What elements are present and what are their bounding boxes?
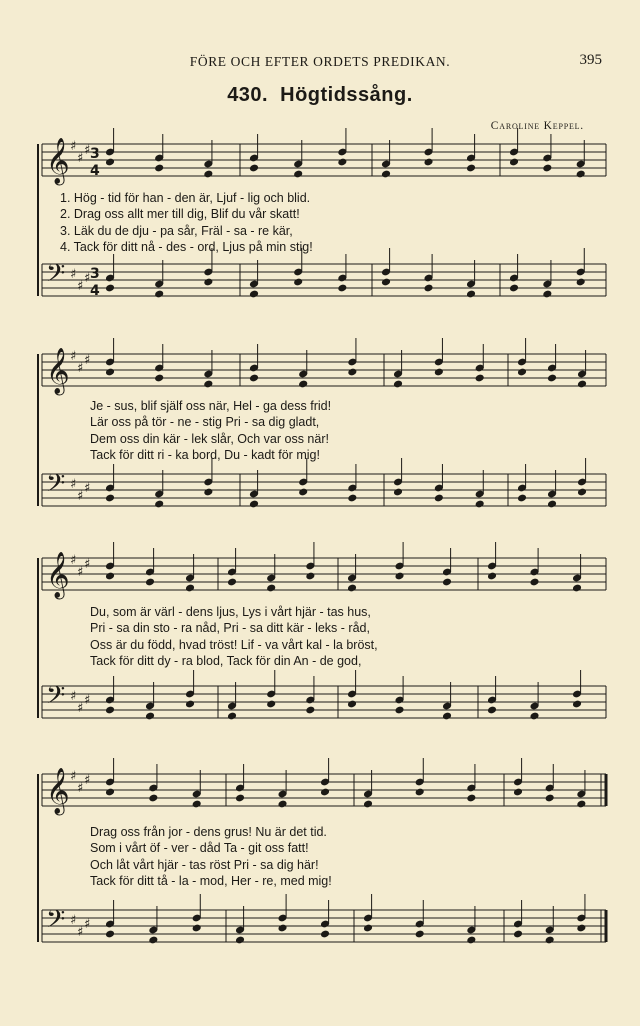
note-head <box>347 584 357 593</box>
note-head <box>529 578 539 587</box>
time-signature-icon: 4 <box>90 283 100 299</box>
note-head <box>576 924 586 933</box>
note-head <box>393 380 403 389</box>
sharp-icon: ♯ <box>84 557 91 572</box>
treble-clef-icon: 𝄞 <box>46 348 70 394</box>
sharp-icon: ♯ <box>84 917 91 932</box>
time-signature-icon: 3 <box>90 146 100 162</box>
note-head <box>227 712 237 721</box>
sharp-icon: ♯ <box>70 769 77 784</box>
note-head <box>298 488 308 497</box>
note-head <box>547 374 557 383</box>
sharp-icon: ♯ <box>77 151 84 166</box>
sharp-icon: ♯ <box>70 553 77 568</box>
hymn-name: Högtidssång. <box>280 84 413 106</box>
note-head <box>148 794 158 803</box>
note-head <box>423 158 433 167</box>
lyric-line: Du, som är värl - dens ljus, Lys i vårt hjär - tas hus, <box>90 605 371 619</box>
lyric-line: Tack för ditt tå - la - mod, Her - re, med mig! <box>90 874 332 889</box>
bass-clef-icon: 𝄢 <box>46 259 66 294</box>
note-head <box>105 368 115 377</box>
running-head: FÖRE OCH EFTER ORDETS PREDIKAN. <box>189 54 451 69</box>
note-head <box>347 494 357 503</box>
hymn-number: 430. <box>227 84 269 106</box>
lyrics-block-1 <box>60 190 620 256</box>
note-head <box>577 488 587 497</box>
note-head <box>466 936 476 945</box>
hymn-title <box>0 84 640 107</box>
sharp-icon: ♯ <box>70 349 77 364</box>
lyric-line: Tack för ditt ri - ka bord, Du - kadt för mig! <box>90 448 320 463</box>
lyrics-block-2 <box>90 398 640 464</box>
note-head <box>576 170 586 179</box>
note-head <box>203 380 213 389</box>
bass-clef-icon: 𝄢 <box>46 681 66 716</box>
note-head <box>145 712 155 721</box>
note-head <box>363 800 373 809</box>
note-head <box>185 584 195 593</box>
page-number: 395 <box>579 52 602 68</box>
note-head <box>517 494 527 503</box>
note-head <box>517 368 527 377</box>
note-head <box>475 374 485 383</box>
note-head <box>277 924 287 933</box>
treble-clef-icon: 𝄞 <box>46 138 70 184</box>
note-head <box>298 380 308 389</box>
note-head <box>105 284 115 293</box>
note-head <box>466 794 476 803</box>
note-head <box>337 284 347 293</box>
note-head <box>572 700 582 709</box>
sharp-icon: ♯ <box>77 701 84 716</box>
sharp-icon: ♯ <box>84 693 91 708</box>
sharp-icon: ♯ <box>70 139 77 154</box>
note-head <box>542 164 552 173</box>
note-head <box>249 374 259 383</box>
lyric-line: 3. Läk du de dju - pa sår, Fräl - sa - re kär, <box>60 223 293 238</box>
sharp-icon: ♯ <box>70 477 77 492</box>
note-head <box>393 488 403 497</box>
lyric-line: Dem oss din kär - lek slår, Och var oss när! <box>90 431 329 446</box>
note-head <box>513 930 523 939</box>
sharp-icon: ♯ <box>84 773 91 788</box>
note-head <box>423 284 433 293</box>
lyric-line: 2. Drag oss allt mer till dig, Blif du vår skatt! <box>60 207 300 222</box>
note-head <box>576 278 586 287</box>
note-head <box>466 164 476 173</box>
note-head <box>293 278 303 287</box>
note-head <box>185 700 195 709</box>
note-head <box>545 794 555 803</box>
note-head <box>266 700 276 709</box>
note-head <box>572 584 582 593</box>
note-head <box>249 290 259 299</box>
sharp-icon: ♯ <box>70 913 77 928</box>
note-head <box>337 158 347 167</box>
note-head <box>249 500 259 509</box>
note-head <box>192 924 202 933</box>
note-head <box>434 494 444 503</box>
note-head <box>305 572 315 581</box>
sharp-icon: ♯ <box>77 565 84 580</box>
bass-staff <box>42 686 606 718</box>
sharp-icon: ♯ <box>84 143 91 158</box>
note-head <box>154 164 164 173</box>
note-head <box>487 572 497 581</box>
time-signature-icon: 3 <box>90 266 100 282</box>
treble-staff <box>42 558 606 590</box>
sharp-icon: ♯ <box>77 925 84 940</box>
note-head <box>105 706 115 715</box>
lyric-line: Drag oss från jor - dens grus! Nu är det tid. <box>90 825 327 839</box>
note-head <box>381 170 391 179</box>
note-head <box>394 706 404 715</box>
note-head <box>545 936 555 945</box>
note-head <box>320 930 330 939</box>
note-head <box>576 800 586 809</box>
bass-clef-icon: 𝄢 <box>46 469 66 504</box>
note-head <box>235 794 245 803</box>
lyric-line: Pri - sa din sto - ra nåd, Pri - sa ditt kär - leks - råd, <box>90 621 370 636</box>
note-head <box>509 284 519 293</box>
note-head <box>277 800 287 809</box>
lyrics-block-4 <box>90 824 640 890</box>
lyric-line: Och låt vårt hjär - tas röst Pri - sa dig här! <box>90 857 319 872</box>
note-head <box>192 800 202 809</box>
note-head <box>105 572 115 581</box>
sharp-icon: ♯ <box>70 267 77 282</box>
note-head <box>542 290 552 299</box>
note-head <box>154 374 164 383</box>
lyric-line: 1. Hög - tid för han - den är, Ljuf - lig och blid. <box>60 191 311 205</box>
note-head <box>203 170 213 179</box>
note-head <box>305 706 315 715</box>
sharp-icon: ♯ <box>77 279 84 294</box>
sharp-icon: ♯ <box>77 489 84 504</box>
note-head <box>394 572 404 581</box>
note-head <box>509 158 519 167</box>
note-head <box>105 158 115 167</box>
lyric-line: Oss är du född, hvad tröst! Lif - va vårt kal - la bröst, <box>90 637 378 652</box>
sharp-icon: ♯ <box>77 361 84 376</box>
note-head <box>145 578 155 587</box>
note-head <box>154 290 164 299</box>
note-head <box>475 500 485 509</box>
note-head <box>105 930 115 939</box>
note-head <box>154 500 164 509</box>
bass-staff <box>42 264 606 296</box>
note-head <box>203 278 213 287</box>
treble-staff <box>42 144 606 176</box>
note-head <box>105 788 115 797</box>
lyrics-block-3 <box>90 604 640 670</box>
note-head <box>466 290 476 299</box>
sharp-icon: ♯ <box>84 481 91 496</box>
note-head <box>347 368 357 377</box>
lyric-line: 4. Tack för ditt nå - des - ord, Ljus på min stig! <box>60 240 313 255</box>
lyric-line: Je - sus, blif själf oss när, Hel - ga dess frid! <box>90 399 332 413</box>
note-head <box>513 788 523 797</box>
lyric-line: Lär oss på tör - ne - stig Pri - sa dig gladt, <box>90 415 320 430</box>
note-head <box>249 164 259 173</box>
note-head <box>203 488 213 497</box>
note-head <box>347 700 357 709</box>
time-signature-icon: 4 <box>90 163 100 179</box>
sharp-icon: ♯ <box>77 781 84 796</box>
note-head <box>442 712 452 721</box>
sharp-icon: ♯ <box>70 689 77 704</box>
note-head <box>227 578 237 587</box>
note-head <box>434 368 444 377</box>
note-head <box>363 924 373 933</box>
sharp-icon: ♯ <box>84 271 91 286</box>
note-head <box>547 500 557 509</box>
note-head <box>320 788 330 797</box>
lyric-line: Tack för ditt dy - ra blod, Tack för din An - de god, <box>90 654 362 669</box>
note-head <box>415 930 425 939</box>
note-head <box>266 584 276 593</box>
note-head <box>577 380 587 389</box>
note-head <box>415 788 425 797</box>
note-head <box>293 170 303 179</box>
treble-clef-icon: 𝄞 <box>46 552 70 598</box>
note-head <box>442 578 452 587</box>
note-head <box>235 936 245 945</box>
note-head <box>487 706 497 715</box>
lyric-line: Som i vårt öf - ver - dåd Ta - git oss fatt! <box>90 841 309 856</box>
note-head <box>381 278 391 287</box>
note-head <box>148 936 158 945</box>
hymn-author: Caroline Keppel. <box>490 120 584 132</box>
treble-clef-icon: 𝄞 <box>46 768 70 814</box>
sharp-icon: ♯ <box>84 353 91 368</box>
note-head <box>105 494 115 503</box>
bass-clef-icon: 𝄢 <box>46 905 66 940</box>
note-head <box>529 712 539 721</box>
